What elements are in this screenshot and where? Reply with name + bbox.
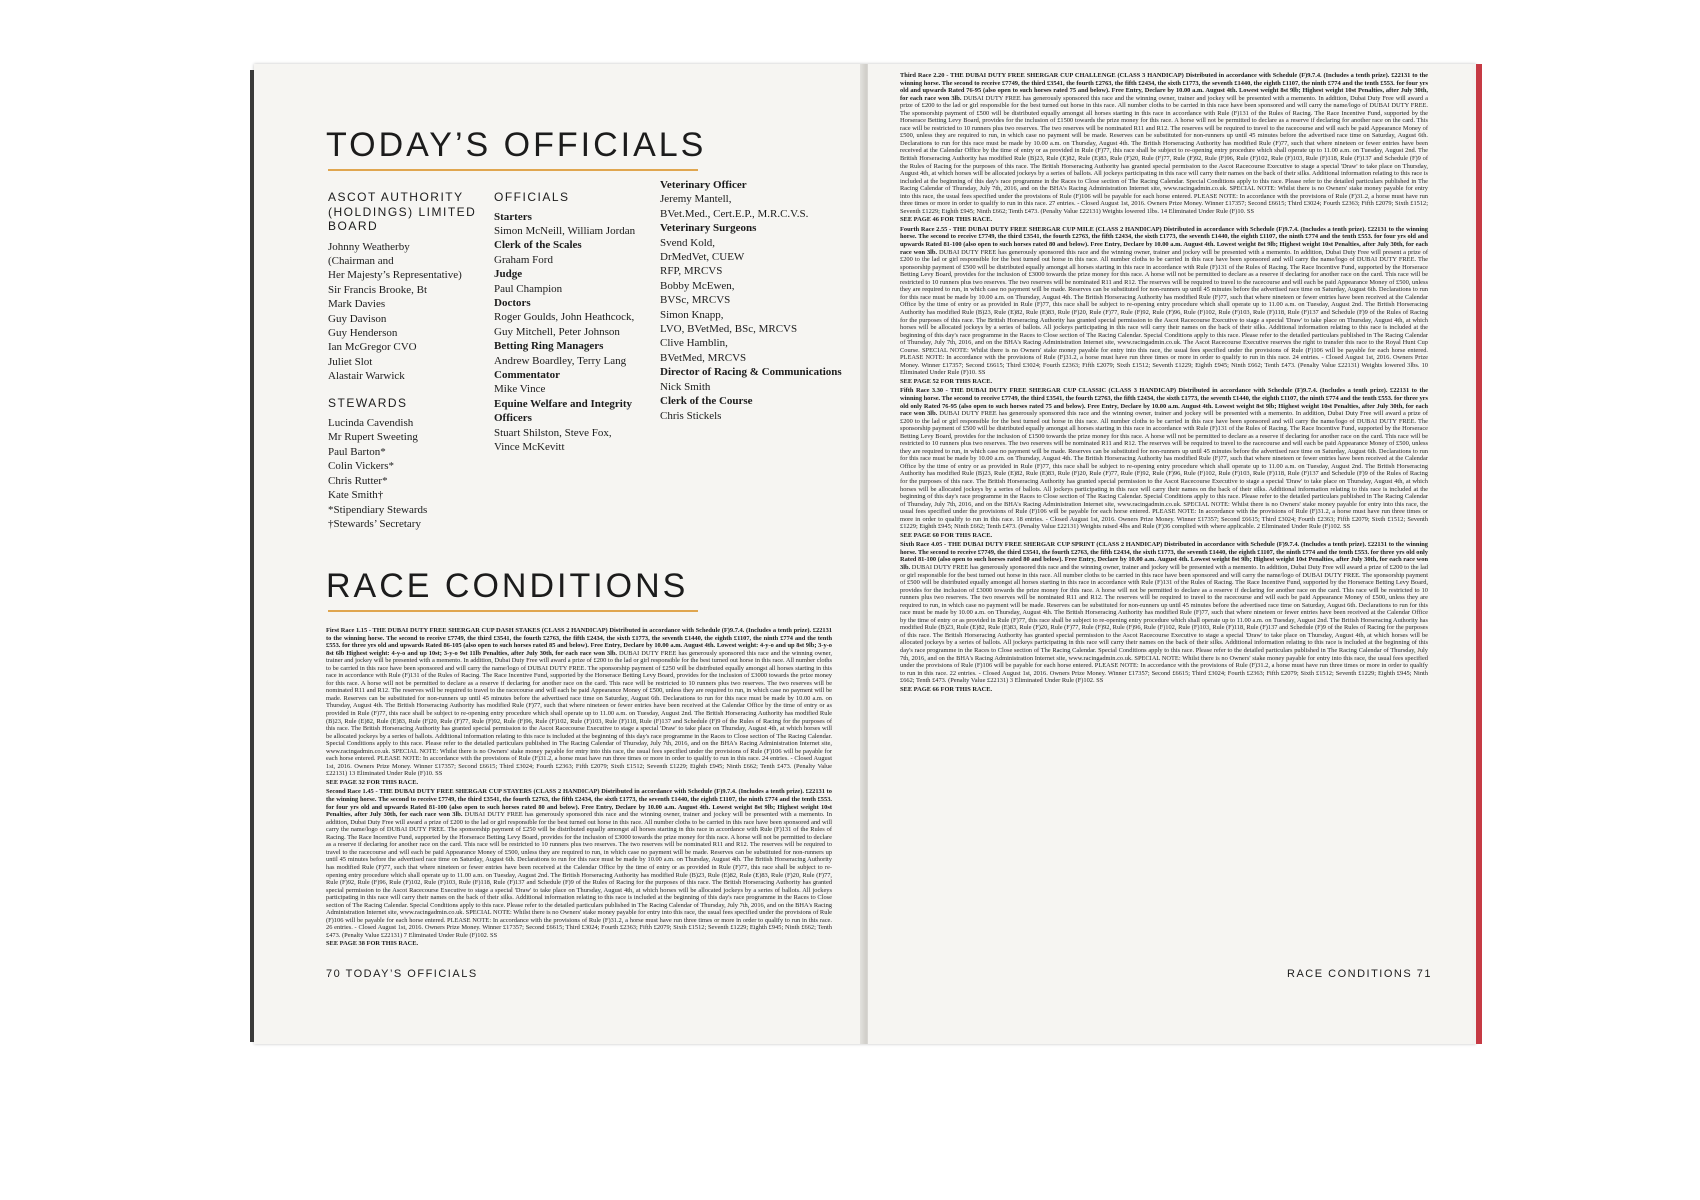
official-name: Simon McNeill, William Jordan — [494, 224, 636, 237]
magazine-spread — [254, 64, 1476, 1044]
official-name: Ian McGregor CVO — [328, 341, 417, 354]
race-conditions-text: DUBAI DUTY FREE has generously sponsored this race and the winning owner, trainer and jockey will be presented with a memento. In addition, Dubai Duty Free will award a prize of £200 to the lad or girl responsible for the best turned out horse in this race. All number cloths to be carried in this race have been sponsored and will carry the name/logo of DUBAI DUTY FREE. The sponsorship payment of £500 will be distributed equally amongst all horses starting in this race in accordance with Rule (F)131 of the Rules of Racing. The Race Incentive Fund, supported by the Horserace Betting Levy Board, provides for the inclusion of £1500 towards the prize money for this race. A horse will not be permitted to declare as a reserve if declaring for another race on the card. This race will be restricted to 10 runners plus two reserves. The two reserves will be nominated R11 and R12. The reserves will be required to travel to the racecourse and will each be paid Appearance Money of £500, unless they are required to run, in which case no payment will be made. Reserves can be substituted for non-runners up until 45 minutes before the advertised race time on Saturday, August 6th. Declarations to run for this race must be made by 10.00 a.m. on Thursday, August 4th. The British Horseracing Authority has modified Rule (F)77, such that where nineteen or fewer entries have been received at the Calendar Office by the time of entry or as provided in Rule (F)77, this race shall be subject to re-opening entry procedure which shall operate up to 11.00 a.m. on Tuesday, August 2nd. The British Horseracing Authority has modified Rule (B)23, Rule (E)82, Rule (E)83, Rule (F)20, Rule (F)77, Rule (F)92, Rule (F)96, Rule (F)102, Rule (F)103, Rule (F)118, Rule (F)137 and Schedule (F)9 of the Rules of Racing for the purposes of this race. The British Horseracing Authority has granted special permission to the Ascot Racecourse Executive to stage a special 'Draw' to take place on Thursday, August 4th, at which horses will be allocated jockeys by a series of ballots. All jockeys participating in this race will carry their names on the back of their silks. Additional information relating to this race is included at the beginning of this day's race programme in the Races to Close section of The Racing Calendar. Special Conditions apply to this race. Please refer to the detailed particulars published in The Racing Calendar of Thursday, July 7th, 2016, and on the BHA's Racing Administration Internet site, www.racingadmin.co.uk. SPECIAL NOTE: Whilst there is no Owners' stake money payable for entry into this race, the usual fees specified under the provisions of Rule (F)106 will be payable for each horse entered. PLEASE NOTE: In accordance with the provisions of Rule (F)31.2, a horse must have run three times or more in order to qualify to run in this race. 18 entries. - Closed August 1st, 2016. Owners Prize Money. Winner £17357; Second £6615; Third £3024; Fourth £2363; Fifth £2079; Sixth £1512; Seventh £1229; Eighth £945; Ninth £662; Tenth £473. (Penalty Value £22131) Weights raised 4lbs and Rule (F)36 complied with where applicable. 2 Eliminated Under Rule (F)102. SS — [900, 410, 1428, 531]
official-role: Director of Racing & Communications — [660, 366, 842, 379]
official-name: Jeremy Mantell, — [660, 193, 732, 206]
officials-heading: OFFICIALS — [494, 190, 570, 204]
official-name: Guy Mitchell, Peter Johnson — [494, 325, 620, 338]
official-name: *Stipendiary Stewards — [328, 503, 428, 516]
official-name: Alastair Warwick — [328, 370, 405, 383]
official-name: Guy Davison — [328, 312, 387, 325]
official-role: Commentator — [494, 368, 560, 381]
race-heading: Fifth Race 3.30 - THE DUBAI DUTY FREE SHERGAR CUP CLASSIC (CLASS 3 HANDICAP) — [900, 387, 1176, 395]
official-name: Paul Champion — [494, 282, 563, 295]
race-prize-terms: Distributed in accordance with Schedule (F)9.7.4. (Includes a tenth prize). £22131 to the winning horse. The second to receive £7749, the third £3541, the fourth £2763, the fifth £2434, the sixth £1773, the seventh £1440, the eighth £1107, the ninth £774 and the tenth £553. for four yrs old and upwards Rated 81-100 (also open to such horses rated 80 and below). Free Entry, Declare by 10.00 a.m. August 4th. Lowest weight 8st 9lb; Highest weight 10st Penalties, after July 30th, for each race won 3lb. — [900, 225, 1429, 256]
board-column — [328, 190, 486, 531]
official-role: Betting Ring Managers — [494, 340, 604, 353]
official-role: Starters — [494, 210, 532, 223]
race-conditions-right — [900, 72, 1428, 695]
officials-column — [494, 190, 656, 454]
race-page-reference: SEE PAGE 66 FOR THIS RACE. — [900, 685, 993, 693]
official-name: Svend Kold, — [660, 236, 715, 249]
race-page-reference: SEE PAGE 32 FOR THIS RACE. — [326, 778, 419, 786]
official-role: Judge — [494, 268, 523, 281]
official-role: Equine Welfare and Integrity Officers — [494, 397, 633, 425]
official-name: Chris Stickels — [660, 409, 722, 422]
race-heading: Sixth Race 4.05 - THE DUBAI DUTY FREE SHERGAR CUP SPRINT (CLASS 2 HANDICAP) — [900, 541, 1163, 549]
official-name: Mark Davies — [328, 298, 386, 311]
officials-groups — [494, 210, 656, 455]
official-name: Mike Vince — [494, 383, 546, 396]
race-conditions-text: DUBAI DUTY FREE has generously sponsored this race and the winning owner, trainer and jockey will be presented with a memento. In addition, Dubai Duty Free will award a prize of £200 to the lad or girl responsible for the best turned out horse in this race. All number cloths to be carried in this race have been sponsored and will carry the name/logo of DUBAI DUTY FREE. The sponsorship payment of £250 will be distributed equally amongst all horses starting in this race in accordance with Rule (F)131 of the Rules of Racing. The Race Incentive Fund, supported by the Horserace Betting Levy Board, provides for the inclusion of £3000 towards the prize money for this race. A horse will not be permitted to declare as a reserve if declaring for another race on the card. This race will be restricted to 10 runners plus two reserves. The two reserves will be nominated R11 and R12. The reserves will be required to travel to the racecourse and will each be paid Appearance Money of £500, unless they are required to run, in which case no payment will be made. Reserves can be substituted for non-runners up until 45 minutes before the advertised race time on Saturday, August 6th. Declarations to run for this race must be made by 10.00 a.m. on Thursday, August 4th. The British Horseracing Authority has modified Rule (F)77, such that where nineteen or fewer entries have been received at the Calendar Office by the time of entry or as provided in Rule (F)77, this race shall be subject to re-opening entry procedure which shall operate up to 11.00 a.m. on Tuesday, August 2nd. The British Horseracing Authority has modified Rule (B)23, Rule (E)82, Rule (E)83, Rule (F)20, Rule (F)77, Rule (F)92, Rule (F)96, Rule (F)102, Rule (F)103, Rule (F)118, Rule (F)137 and Schedule (F)9 of the Rules of Racing for the purposes of this race. The British Horseracing Authority has granted special permission to the Ascot Racecourse Executive to stage a special 'Draw' to take place on Thursday, August 4th, at which horses will be allocated jockeys by a series of ballots. All jockeys participating in this race will carry their names on the back of their silks. Additional information relating to this race is included at the beginning of this day's race programme in the Races to Close section of The Racing Calendar. Special Conditions apply to this race. Please refer to the detailed particulars published in The Racing Calendar of Thursday, July 7th, 2016, and on the BHA's Racing Administration Internet site, www.racingadmin.co.uk. SPECIAL NOTE: Whilst there is no Owners' stake money payable for entry into this race, the usual fees specified under the provisions of Rule (F)106 will be payable for each horse entered. PLEASE NOTE: In accordance with the provisions of Rule (F)31.2, a horse must have run three times or more in order to qualify to run in this race. 26 entries. - Closed August 1st, 2016. Owners Prize Money. Winner £17357; Second £6615; Third £3024; Fourth £2363; Fifth £2079; Sixth £1512; Seventh £1229; Eighth £945; Ninth £662; Tenth £473. (Penalty Value £22131) 7 Eliminated Under Rule (F)102. SS — [326, 811, 832, 939]
page-footer-left: 70 TODAY’S OFFICIALS — [326, 968, 478, 980]
page-title-officials: TODAY’S OFFICIALS — [326, 126, 707, 164]
race-prize-terms: Distributed in accordance with Schedule (F)9.7.4. (Includes a tenth prize). £22131 to the winning horse. The second to receive £7749, the third £3541, the fourth £2763, the fifth £2434, the sixth £1773, the seventh £1440, the eighth £1107, the ninth £774 and the tenth £553. for three yrs old only Rated 76-95 (also open to such horses rated 75 and below). Free Entry, Declare by 10.00 a.m. August 4th. Lowest weight 8st 9lb; Highest weight 10st Penalties, after July 30th, for each race won 3lb. — [900, 387, 1428, 418]
race-entry — [900, 72, 1428, 215]
veterinary-column — [660, 178, 850, 423]
official-name: Johnny Weatherby — [328, 240, 410, 253]
race-entry — [900, 541, 1428, 684]
race-entry — [326, 627, 832, 778]
stewards-heading: STEWARDS — [328, 395, 408, 410]
stewards-members — [328, 416, 486, 531]
official-name: DrMedVet, CUEW — [660, 251, 745, 264]
official-role: Clerk of the Course — [660, 395, 753, 408]
race-entry — [326, 788, 832, 939]
race-prize-terms: Distributed in accordance with Schedule (F)9.7.4. (Includes a tenth prize). £22131 to the winning horse. The second to receive £7749, the third £3541, the fourth £2763, the fifth £2434, the sixth £1773, the seventh £1440, the eighth £1107, the ninth £774 and the tenth £553. for four yrs old and upwards Rated 81-100 (also open to such horses rated 80 and below). Free Entry, Declare by 10.00 a.m. August 4th. Lowest weight 8st 9lb; Highest weight 10st Penalties, after July 30th, for each race won 3lb. — [326, 788, 832, 819]
race-prize-terms: Distributed in accordance with Schedule (F)9.7.4. (Includes a tenth prize). £22131 to the winning horse. The second to receive £7749, the third £3541, the fourth £2763, the fifth £2434, the sixth £1773, the seventh £1440, the eighth £1107, the ninth £774 and the tenth £553. for three yrs old only Rated 81-100 (also open to such horses rated 80 and below). Free Entry, Declare by 10.00 a.m. August 4th. Lowest weight 8st 9lb; Highest weight 10st Penalties, after July 30th, for each race won 3lb. — [900, 541, 1428, 571]
official-name: Nick Smith — [660, 380, 711, 393]
race-page-reference: SEE PAGE 60 FOR THIS RACE. — [900, 531, 993, 539]
race-conditions-text: DUBAI DUTY FREE has generously sponsored this race and the winning owner, trainer and jockey will be presented with a memento. In addition, Dubai Duty Free will award a prize of £200 to the lad or girl responsible for the best turned out horse in this race. All number cloths to be carried in this race have been sponsored and will carry the name/logo of DUBAI DUTY FREE. The sponsorship payment of £250 will be distributed equally amongst all horses starting in this race in accordance with Rule (F)131 of the Rules of Racing. The Race Incentive Fund, supported by the Horserace Betting Levy Board, provides for the inclusion of £3000 towards the prize money for this race. A horse will not be permitted to declare as a reserve if declaring for another race on the card. This race will be restricted to 10 runners plus two reserves. The two reserves will be nominated R11 and R12. The reserves will be required to travel to the racecourse and will each be paid Appearance Money of £500, unless they are required to run, in which case no payment will be made. Reserves can be substituted for non-runners up until 45 minutes before the advertised race time on Saturday, August 6th. Declarations to run for this race must be made by 10.00 a.m. on Thursday, August 4th. The British Horseracing Authority has modified Rule (F)77, such that where nineteen or fewer entries have been received at the Calendar Office by the time of entry or as provided in Rule (F)77, this race shall be subject to re-opening entry procedure which shall operate up to 11.00 a.m. on Tuesday, August 2nd. The British Horseracing Authority has modified Rule (B)23, Rule (E)82, Rule (E)83, Rule (F)20, Rule (F)77, Rule (F)92, Rule (F)96, Rule (F)102, Rule (F)103, Rule (F)118, Rule (F)137 and Schedule (F)9 of the Rules of Racing for the purposes of this race. The British Horseracing Authority has granted special permission to the Ascot Racecourse Executive to stage a special 'Draw' to take place on Thursday, August 4th, at which horses will be allocated jockeys by a series of ballots. Additional information relating to this race is included at the beginning of this day's race programme in the Races to Close section of The Racing Calendar. Special Conditions apply to this race. Please refer to the detailed particulars published in The Racing Calendar of Thursday, July 7th, 2016, and on the BHA's Racing Administration Internet site, www.racingadmin.co.uk. SPECIAL NOTE: Whilst there is no Owners' stake money payable for entry into this race, the usual fees specified under the provisions of Rule (F)106 will be payable for each horse entered. PLEASE NOTE: In accordance with the provisions of Rule (F)31.2, a horse must have run three times or more in order to qualify to run in this race. 24 entries. - Closed August 1st, 2016. Owners Prize Money. Winner £17357; Second £6615; Third £3024; Fourth £2363; Fifth £2079; Sixth £1512; Seventh £1229; Eighth £945; Ninth £662; Tenth £473. (Penalty Value £22131) 13 Eliminated Under Rule (F)10. SS — [326, 649, 832, 778]
official-role: Doctors — [494, 296, 531, 309]
race-entry — [900, 226, 1428, 377]
official-name: Graham Ford — [494, 253, 553, 266]
race-page-reference: SEE PAGE 38 FOR THIS RACE. — [326, 940, 419, 948]
official-name: Juliet Slot — [328, 355, 373, 368]
race-page-reference: SEE PAGE 46 FOR THIS RACE. — [900, 216, 993, 224]
official-name: Clive Hamblin, — [660, 337, 728, 350]
official-name: BVSc, MRCVS — [660, 294, 731, 307]
race-page-reference: SEE PAGE 52 FOR THIS RACE. — [900, 377, 993, 385]
veterinary-groups — [660, 178, 850, 423]
official-name: Paul Barton* — [328, 445, 386, 458]
title-underline — [328, 169, 698, 171]
official-name: Her Majesty’s Representative) — [328, 269, 462, 282]
official-name: BVetMed, MRCVS — [660, 351, 747, 364]
official-role: Veterinary Officer — [660, 179, 747, 191]
official-role: Veterinary Surgeons — [660, 222, 757, 235]
official-name: Simon Knapp, — [660, 308, 724, 321]
official-name: Chris Rutter* — [328, 474, 388, 487]
official-name: Mr Rupert Sweeting — [328, 431, 418, 444]
official-name: Stuart Shilston, Steve Fox, — [494, 426, 612, 439]
race-heading: Third Race 2.20 - THE DUBAI DUTY FREE SHERGAR CUP CHALLENGE (CLASS 3 HANDICAP) — [900, 72, 1184, 79]
official-name: Kate Smith† — [328, 489, 384, 502]
official-name: BVet.Med., Cert.E.P., M.R.C.V.S. — [660, 207, 809, 220]
board-heading: ASCOT AUTHORITY (HOLDINGS) LIMITED BOARD — [328, 190, 477, 233]
race-conditions-text: DUBAI DUTY FREE has generously sponsored this race and the winning owner, trainer and jockey will be presented with a memento. In addition, Dubai Duty Free will award a prize of £200 to the lad or girl responsible for the best turned out horse in this race. All number cloths to be carried in this race have been sponsored and will carry the name/logo of DUBAI DUTY FREE. The sponsorship payment of £500 will be distributed equally amongst all horses starting in this race in accordance with Rule (F)131 of the Rules of Racing. The Race Incentive Fund, supported by the Horserace Betting Levy Board, provides for the inclusion of £3000 towards the prize money for this race. A horse will not be permitted to declare as a reserve if declaring for another race on the card. This race will be restricted to 10 runners plus two reserves. The two reserves will be nominated R11 and R12. The reserves will be required to travel to the racecourse and will each be paid Appearance Money of £500, unless they are required to run, in which case no payment will be made. Reserves can be substituted for non-runners up until 45 minutes before the advertised race time on Saturday, August 6th. Declarations to run for this race must be made by 10.00 a.m. on Thursday, August 4th. The British Horseracing Authority has modified Rule (F)77, such that where nineteen or fewer entries have been received at the Calendar Office by the time of entry or as provided in Rule (F)77, this race shall be subject to re-opening entry procedure which shall operate up to 11.00 a.m. on Tuesday, August 2nd. The British Horseracing Authority has modified Rule (B)23, Rule (E)82, Rule (E)83, Rule (F)20, Rule (F)77, Rule (F)92, Rule (F)96, Rule (F)102, Rule (F)103, Rule (F)118, Rule (F)137 and Schedule (F)9 of the Rules of Racing for the purposes of this race. The British Horseracing Authority has granted special permission to the Ascot Racecourse Executive to stage a special 'Draw' to take place on Thursday, August 4th, at which horses will be allocated jockeys by a series of ballots. All jockeys participating in this race will carry their names on the back of their silks. Additional information relating to this race is included at the beginning of this day's race programme in the Races to Close section of The Racing Calendar. Special Conditions apply to this race. Please refer to the detailed particulars published in The Racing Calendar of Thursday, July 7th, 2016, and on the BHA's Racing Administration Internet site, www.racingadmin.co.uk. SPECIAL NOTE: Whilst there is no Owners' stake money payable for entry into this race, the usual fees specified under the provisions of Rule (F)106 will be payable for each horse entered. PLEASE NOTE: In accordance with the provisions of Rule (F)31.2, a horse must have run three times or more in order to qualify to run in this race. 22 entries. - Closed August 1st, 2016. Owners Prize Money. Winner £17357; Second £6615; Third £3024; Fourth £2363; Fifth £2079; Sixth £1512; Seventh £1229; Eighth £945; Ninth £662; Tenth £473. (Penalty Value £22131) 3 Eliminated Under Rule (F)102. SS — [900, 564, 1428, 685]
race-conditions-left — [326, 627, 832, 950]
race-entry — [900, 387, 1428, 530]
race-title-underline — [328, 610, 698, 612]
official-name: †Stewards’ Secretary — [328, 517, 421, 530]
official-name: Sir Francis Brooke, Bt — [328, 283, 427, 296]
board-members — [328, 240, 486, 384]
official-name: Roger Goulds, John Heathcock, — [494, 311, 635, 324]
race-prize-terms: Distributed in accordance with Schedule (F)9.7.4. (Includes a tenth prize). £22131 to the winning horse. The second to receive £7749, the third £3541, the fourth £2763, the fifth £2434, the sixth £1773, the seventh £1440, the eighth £1107, the ninth £774 and the tenth £553. for four yrs old and upwards Rated 76-95 (also open to such horses rated 75 and below). Free Entry, Declare by 10.00 a.m. August 4th. Lowest weight 8st 9lb; Highest weight 10st Penalties, after July 30th, for each race won 3lb. — [900, 72, 1428, 102]
official-role: Clerk of the Scales — [494, 239, 582, 252]
race-prize-terms: Distributed in accordance with Schedule (F)9.7.4. (Includes a tenth prize). £22131 to the winning horse. The second to receive £7749, the third £3541, the fourth £2763, the fifth £2434, the sixth £1773, the seventh £1440, the eighth £1107, the ninth £774 and the tenth £553. for three yrs old and upwards Rated 86-105 (also open to such horses rated 85 and below). Free Entry, Declare by 10.00 a.m. August 4th. Lowest weight: 4-y-o and up 8st 9lb; 3-y-o 8st 6lb Highest weight: 4-y-o and up 10st; 3-y-o 9st 11lb Penalties, after July 30th, for each race won 3lb. — [326, 627, 833, 657]
official-name: Bobby McEwen, — [660, 279, 735, 292]
official-name: Lucinda Cavendish — [328, 417, 414, 430]
race-conditions-text: DUBAI DUTY FREE has generously sponsored this race and the winning owner, trainer and jockey will be presented with a memento. In addition, Dubai Duty Free will award a prize of £200 to the lad or girl responsible for the best turned out horse in this race. All number cloths to be carried in this race have been sponsored and will carry the name/logo of DUBAI DUTY FREE. The sponsorship payment of £500 will be distributed equally amongst all horses starting in this race in accordance with Rule (F)131 of the Rules of Racing. The Race Incentive Fund, supported by the Horserace Betting Levy Board, provides for the inclusion of £1500 towards the prize money for this race. A horse will not be permitted to declare as a reserve if declaring for another race on the card. This race will be restricted to 10 runners plus two reserves. The two reserves will be nominated R11 and R12. The reserves will be required to travel to the racecourse and will each be paid Appearance Money of £500, unless they are required to run, in which case no payment will be made. Reserves can be substituted for non-runners up until 45 minutes before the advertised race time on Saturday, August 6th. Declarations to run for this race must be made by 10.00 a.m. on Thursday, August 4th. The British Horseracing Authority has modified Rule (F)77, such that where nineteen or fewer entries have been received at the Calendar Office by the time of entry or as provided in Rule (F)77, this race shall be subject to re-opening entry procedure which shall operate up to 11.00 a.m. on Tuesday, August 2nd. The British Horseracing Authority has modified Rule (B)23, Rule (E)82, Rule (E)83, Rule (F)20, Rule (F)77, Rule (F)92, Rule (F)96, Rule (F)102, Rule (F)103, Rule (F)118, Rule (F)137 and Schedule (F)9 of the Rules of Racing for the purposes of this race. The British Horseracing Authority has granted special permission to the Ascot Racecourse Executive to stage a special 'Draw' to take place on Thursday, August 4th, at which horses will be allocated jockeys by a series of ballots. All jockeys participating in this race will carry their names on the back of their silks. Additional information relating to this race is included at the beginning of this day's race programme in the Races to Close section of The Racing Calendar. Special Conditions apply to this race. Please refer to the detailed particulars published in The Racing Calendar of Thursday, July 7th, 2016, and on the BHA's Racing Administration Internet site, www.racingadmin.co.uk. SPECIAL NOTE: Whilst there is no Owners' stake money payable for entry into this race, the usual fees specified under the provisions of Rule (F)106 will be payable for each horse entered. PLEASE NOTE: In accordance with the provisions of Rule (F)31.2, a horse must have run three times or more in order to qualify to run in this race. 27 entries. - Closed August 1st, 2016. Owners Prize Money. Winner £17357; Second £6615; Third £3024; Fourth £2363; Fifth £2079; Sixth £1512; Seventh £1229; Eighth £945; Ninth £662; Tenth £473. (Penalty Value £22131) Weights lowered 1lbs. 14 Eliminated Under Rule (F)10. SS — [900, 94, 1428, 215]
section-title-race-conditions: RACE CONDITIONS — [326, 567, 689, 605]
official-name: RFP, MRCVS — [660, 265, 723, 278]
official-name: Colin Vickers* — [328, 460, 395, 473]
cover-edge — [1476, 64, 1482, 1044]
race-conditions-text: DUBAI DUTY FREE has generously sponsored this race and the winning owner, trainer and jockey will be presented with a memento. In addition, Dubai Duty Free will present a prize of £200 to the lad or girl responsible for the best turned out horse in this race. All number cloths to be carried in this race have been sponsored and will carry the name/logo of DUBAI DUTY FREE. The sponsorship payment of £500 will be distributed equally amongst all horses starting in this race in accordance with Rule (F)131 of the Rules of Racing. The Race Incentive Fund, supported by the Horserace Betting Levy Board, provides for the inclusion of £3000 towards the prize money for this race. A horse will not be permitted to declare as a reserve if declaring for another race on the card. This race will be restricted to 10 runners plus two reserves. The two reserves will be nominated R11 and R12. The reserves will be required to travel to the racecourse and will each be paid Appearance Money of £500, unless they are required to run, in which case no payment will be made. Reserves can be substituted for non-runners up until 45 minutes before the advertised race time on Saturday, August 6th. Declarations to run for this race must be made by 10.00 a.m. on Thursday, August 4th. The British Horseracing Authority has modified Rule (F)77, such that where nineteen or fewer entries have been received at the Calendar Office by the time of entry or as provided in Rule (F)77, this race shall be subject to re-opening entry procedure which shall operate up to 11.00 a.m. on Tuesday, August 2nd. The British Horseracing Authority has modified Rule (B)23, Rule (E)82, Rule (E)83, Rule (F)20, Rule (F)77, Rule (F)92, Rule (F)96, Rule (F)102, Rule (F)103, Rule (F)118, Rule (F)137 and Schedule (F)9 of the Rules of Racing for the purposes of this race. The British Horseracing Authority has granted special permission to the Ascot Racecourse Executive to stage a special 'Draw' to take place on Thursday, August 4th, at which horses will be allocated jockeys by a series of ballots. All jockeys participating in this race will carry their names on the back of their silks. Additional information relating to this race is included at the beginning of this day's race programme in the Races to Close section of The Racing Calendar. Special Conditions apply to this race. Please refer to the detailed particulars published in The Racing Calendar of Thursday, July 7th, 2016, and on the BHA's Racing Administration Internet site, www.racingadmin.co.uk. The Ascot Racecourse Executive reserves the right to transfer this race to the Royal Hunt Cup Course. SPECIAL NOTE: Whilst there is no Owners' stake money payable for entry into this race, the usual fees specified under the provisions of Rule (F)106 will be payable for each horse entered. PLEASE NOTE: In accordance with the provisions of Rule (F)31.2, a horse must have run three times or more in order to qualify to run in this race. 24 entries. - Closed August 1st, 2016. Owners Prize Money. Winner £17357; Second £6615; Third £3024; Fourth £2363; Fifth £2079; Sixth £1512; Seventh £1229; Eighth £945; Ninth £662; Tenth £473. (Penalty Value £22131) Weights lowered 3lbs. 10 Eliminated Under Rule (F)10. SS — [900, 248, 1428, 377]
race-heading: First Race 1.15 - THE DUBAI DUTY FREE SHERGAR CUP DASH STAKES (CLASS 2 HANDICAP) — [326, 627, 608, 634]
race-heading: Fourth Race 2.55 - THE DUBAI DUTY FREE SHERGAR CUP MILE (CLASS 2 HANDICAP) — [900, 225, 1162, 233]
official-name: (Chairman and — [328, 254, 394, 267]
right-page — [868, 64, 1472, 1044]
race-heading: Second Race 1.45 - THE DUBAI DUTY FREE SHERGAR CUP STAYERS (CLASS 2 HANDICAP) — [326, 788, 600, 796]
official-name: Andrew Boardley, Terry Lang — [494, 354, 627, 367]
left-page — [254, 64, 864, 1044]
page-footer-right: RACE CONDITIONS 71 — [1287, 968, 1432, 980]
official-name: LVO, BVetMed, BSc, MRCVS — [660, 323, 798, 336]
official-name: Vince McKevitt — [494, 441, 565, 453]
official-name: Guy Henderson — [328, 326, 398, 339]
